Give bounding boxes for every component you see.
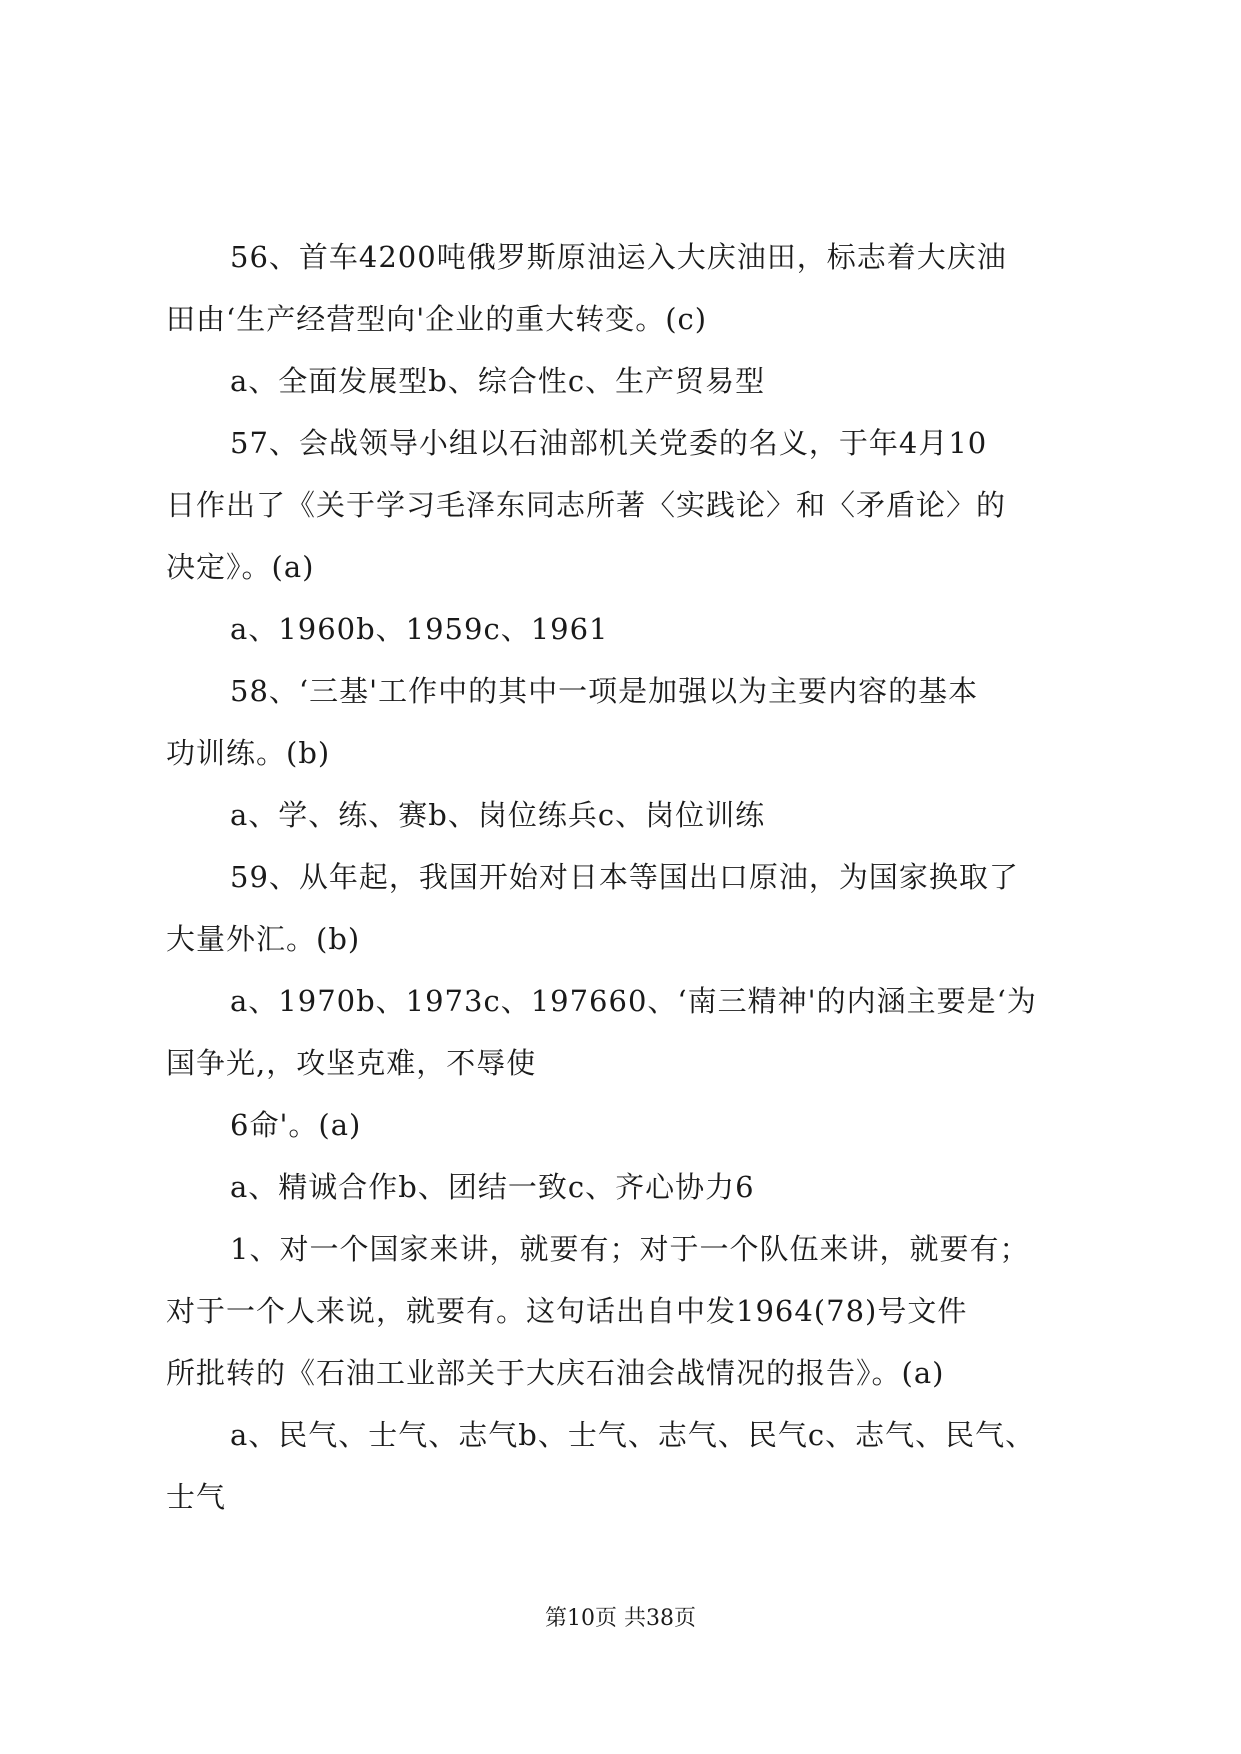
question-57-line-1: 57、会战领导小组以石油部机关党委的名义，于年4月10 [230, 426, 988, 460]
question-60-line-2: 国争光,，攻坚克难，不辱使 [166, 1046, 537, 1080]
question-58-options: a、学、练、赛b、岗位练兵c、岗位训练 [230, 798, 766, 832]
question-61-line-1: 1、对一个国家来讲，就要有；对于一个队伍来讲，就要有； [230, 1232, 1030, 1266]
question-57-line-2: 日作出了《关于学习毛泽东同志所著〈实践论〉和〈矛盾论〉的 [166, 488, 1007, 522]
page-number-footer: 第10页 共38页 [545, 1606, 696, 1631]
question-61-options-cont: 士气 [166, 1480, 227, 1514]
question-57-line-3: 决定》。(a) [166, 550, 315, 584]
question-60-options: a、精诚合作b、团结一致c、齐心协力6 [230, 1170, 755, 1204]
question-59-options-and-60: a、1970b、1973c、197660、‘南三精神'的内涵主要是‘为 [230, 984, 1037, 1018]
question-61-line-3: 所批转的《石油工业部关于大庆石油会战情况的报告》。(a) [166, 1356, 945, 1390]
question-58-line-2: 功训练。(b) [166, 736, 331, 770]
question-59-line-2: 大量外汇。(b) [166, 922, 361, 956]
question-60-line-3: 6命'。(a) [230, 1108, 362, 1142]
question-56-options: a、全面发展型b、综合性c、生产贸易型 [230, 364, 766, 398]
question-58-line-1: 58、‘三基'工作中的其中一项是加强以为主要内容的基本 [230, 674, 979, 708]
question-56-line-1: 56、首车4200吨俄罗斯原油运入大庆油田，标志着大庆油 [230, 240, 1007, 274]
question-59-line-1: 59、从年起，我国开始对日本等国出口原油，为国家换取了 [230, 860, 1019, 894]
question-56-line-2: 田由‘生产经营型向'企业的重大转变。(c) [166, 302, 708, 336]
question-61-options: a、民气、士气、志气b、士气、志气、民气c、志气、民气、 [230, 1418, 1036, 1452]
question-61-line-2: 对于一个人来说，就要有。这句话出自中发1964(78)号文件 [166, 1294, 968, 1328]
question-57-options: a、1960b、1959c、1961 [230, 612, 609, 646]
